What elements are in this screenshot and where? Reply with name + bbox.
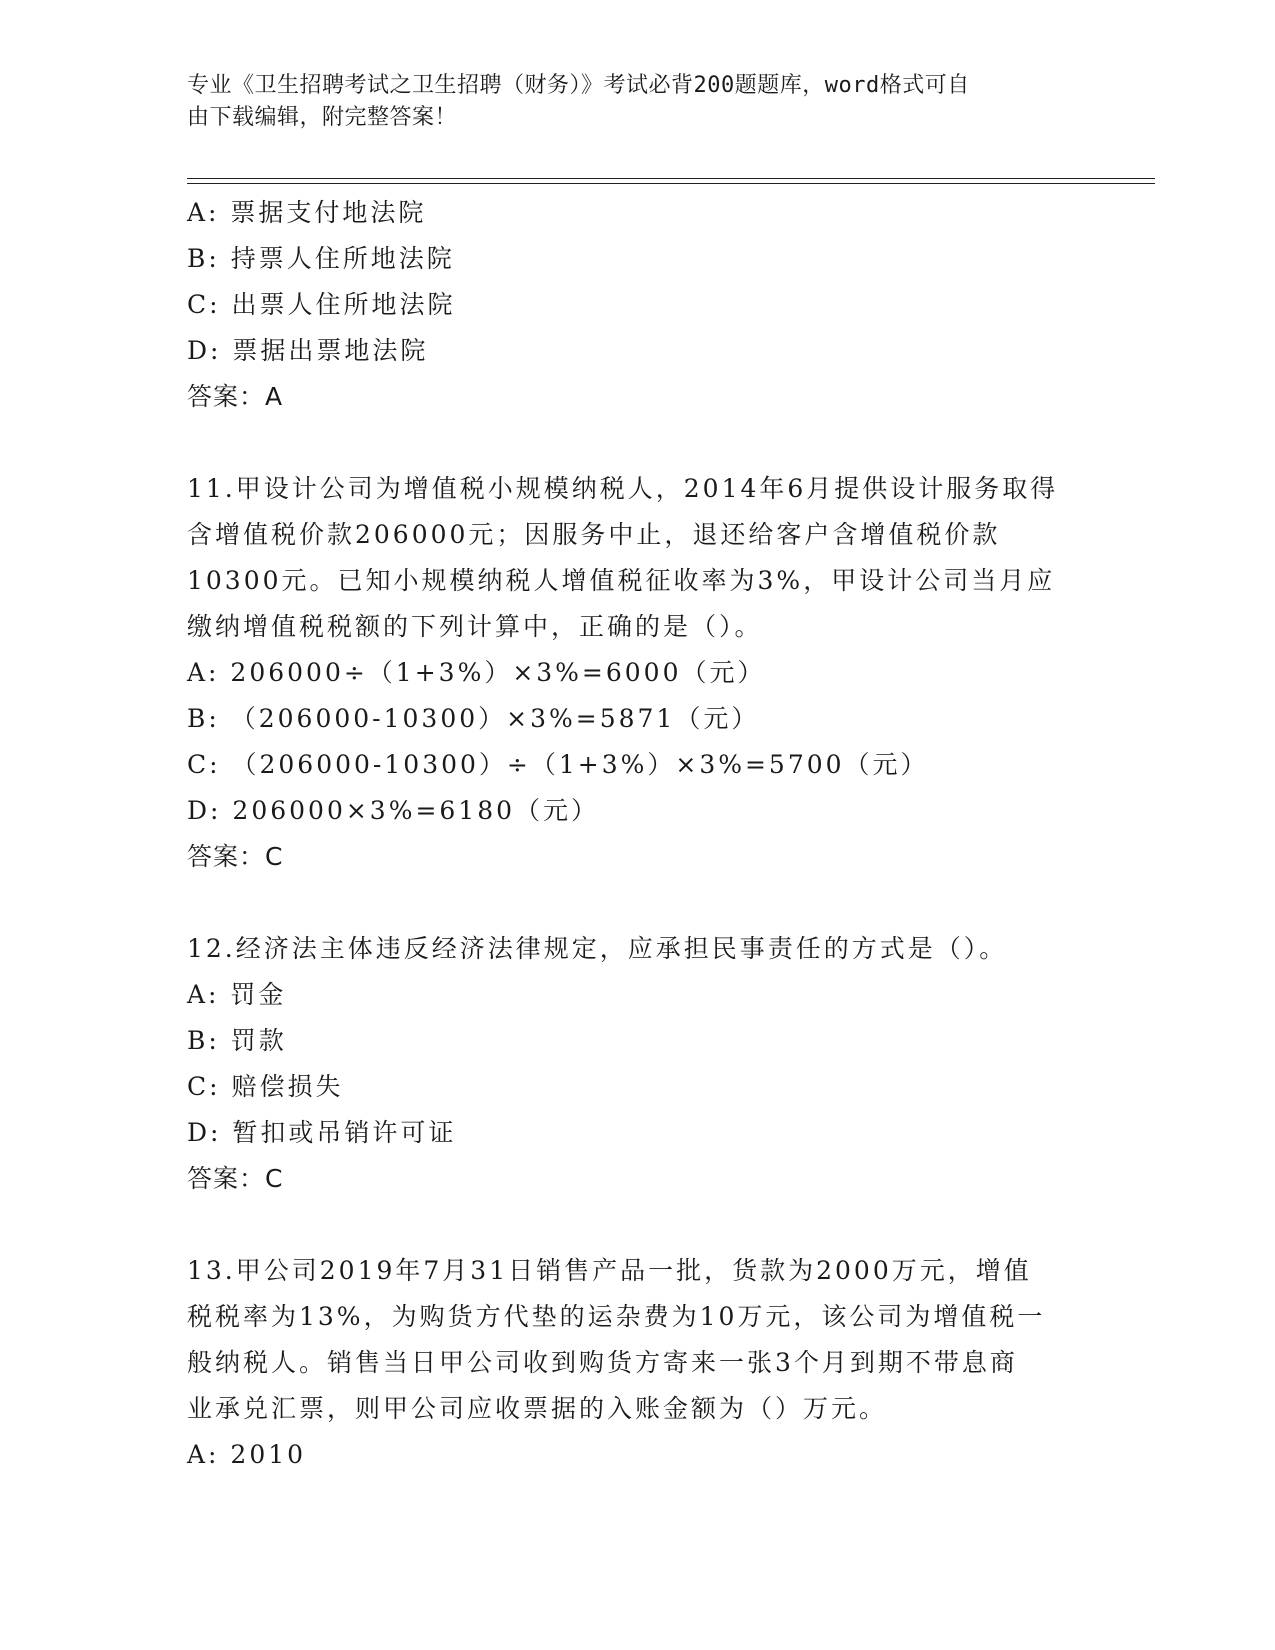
- prev-question-block: [187, 190, 1087, 420]
- answer-line: 答案：A: [187, 382, 284, 411]
- question-13: [187, 1248, 1087, 1478]
- option-d: D: 206000×3%=6180（元）: [187, 796, 600, 825]
- header-line-2: 由下载编辑，附完整答案！: [187, 105, 458, 130]
- option-d: D: 票据出票地法院: [187, 336, 429, 365]
- option-c: C: （206000-10300）÷（1+3%）×3%=5700（元）: [187, 750, 929, 779]
- header-divider-bottom: [187, 183, 1155, 184]
- option-a: A: 罚金: [187, 980, 287, 1009]
- option-b: B: 持票人住所地法院: [187, 244, 455, 273]
- question-stem-line: 缴纳增值税税额的下列计算中，正确的是（）。: [187, 612, 763, 641]
- question-stem-line: 13.甲公司2019年7月31日销售产品一批，货款为2000万元，增值: [187, 1256, 1032, 1285]
- spacer: [187, 420, 1087, 466]
- question-stem-line: 般纳税人。销售当日甲公司收到购货方寄来一张3个月到期不带息商: [187, 1348, 1018, 1377]
- question-stem-line: 12.经济法主体违反经济法律规定，应承担民事责任的方式是（）。: [187, 934, 1008, 963]
- option-b: B: 罚款: [187, 1026, 287, 1055]
- option-a: A: 206000÷（1+3%）×3%=6000（元）: [187, 658, 766, 687]
- option-d: D: 暂扣或吊销许可证: [187, 1118, 457, 1147]
- option-a: A: 票据支付地法院: [187, 198, 427, 227]
- question-stem-line: 业承兑汇票，则甲公司应收票据的入账金额为（）万元。: [187, 1394, 888, 1423]
- question-content: [187, 190, 1087, 1478]
- spacer: [187, 880, 1087, 926]
- document-header: [187, 70, 1067, 134]
- option-b: B: （206000-10300）×3%=5871（元）: [187, 704, 760, 733]
- question-stem-line: 10300元。已知小规模纳税人增值税征收率为3%，甲设计公司当月应: [187, 566, 1056, 595]
- header-divider-top: [187, 178, 1155, 179]
- question-stem-line: 含增值税价款206000元；因服务中止，退还给客户含增值税价款: [187, 520, 1001, 549]
- option-a: A: 2010: [187, 1440, 307, 1469]
- header-line-1: 专业《卫生招聘考试之卫生招聘（财务）》考试必背200题题库，word格式可自: [187, 73, 970, 98]
- option-c: C: 出票人住所地法院: [187, 290, 456, 319]
- question-stem-line: 11.甲设计公司为增值税小规模纳税人，2014年6月提供设计服务取得: [187, 474, 1059, 503]
- option-c: C: 赔偿损失: [187, 1072, 344, 1101]
- question-12: [187, 926, 1087, 1202]
- answer-line: 答案：C: [187, 1164, 284, 1193]
- answer-line: 答案：C: [187, 842, 284, 871]
- spacer: [187, 1202, 1087, 1248]
- question-11: [187, 466, 1087, 880]
- question-stem-line: 税税率为13%，为购货方代垫的运杂费为10万元，该公司为增值税一: [187, 1302, 1046, 1331]
